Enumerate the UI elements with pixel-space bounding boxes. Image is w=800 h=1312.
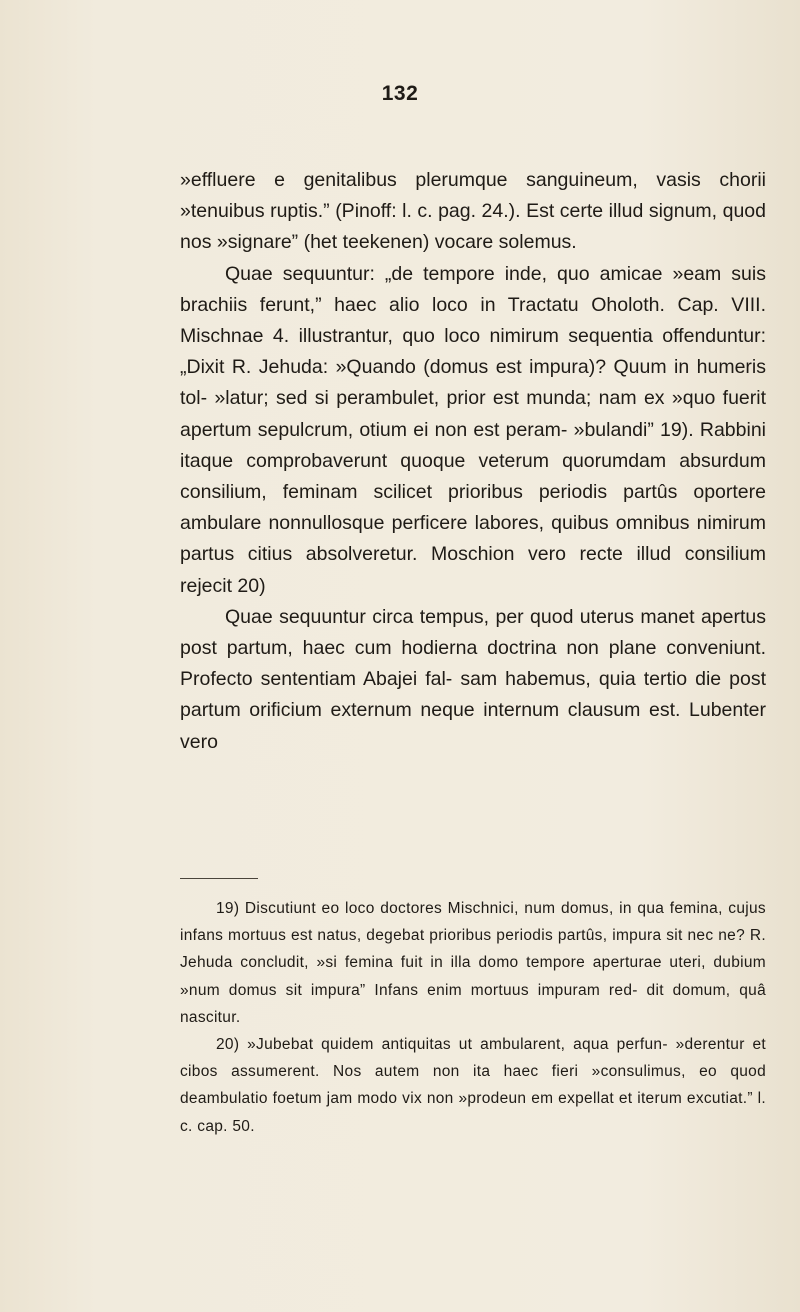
footnote-divider xyxy=(180,878,258,879)
footnote-20: 20) »Jubebat quidem antiquitas ut ambularent, aqua perfun- »derentur et cibos assumerent. Nos autem non ita haec fieri »consulimus, eo quod deambulatio foetum jam modo vix non »prodeun em expellat et iterum excutiat.” l. c. cap. 50. xyxy=(180,1036,766,1135)
paragraph-3: Quae sequuntur circa tempus, per quod uterus manet apertus post partum, haec cum hodierna doctrina non plane conveniunt. Profecto sententiam Abajei fal- sam habemus, quia tertio die post partum orificium externum neque internum clausum est. Lubenter vero xyxy=(180,605,766,753)
footnote-19: 19) Discutiunt eo loco doctores Mischnici, num domus, in qua femina, cujus infans mortuus est natus, degebat prioribus periodis partûs, impura sit nec ne? R. Jehuda concludit, »si femina fuit in illa domo tempore aperturae uteri, dubium »num domus sit impura” Infans enim mortuus impuram red- dit domum, quâ nascitur. xyxy=(180,900,766,1026)
footnotes xyxy=(180,895,766,1140)
paragraph-1: »effluere e genitalibus plerumque sanguineum, vasis chorii »tenuibus ruptis.” (Pinoff: l. c. pag. 24.). Est certe illud signum, quod nos »signare” (het teekenen) vocare solemus. xyxy=(180,169,766,254)
paragraph-2: Quae sequuntur: „de tempore inde, quo amicae »eam suis brachiis ferunt,” haec alio loco in Tractatu Oholoth. Cap. VIII. Mischnae 4. illustrantur, quo loco nimirum sequentia offenduntur: „Dixit R. Jehuda: »Quando (domus est impura)? Quum in humeris tol- »latur; sed si perambulet, prior est munda; nam ex »quo fuerit apertum sepulcrum, otium ei non est peram- »bulandi” 19). Rabbini itaque comprobaverunt quoque veterum quorumdam absurdum consilium, feminam scilicet prioribus periodis partûs oportere ambulare nonnullosque perficere labores, quibus omnibus nimirum partus citius absolveretur. Moschion vero recte illud consilium rejecit 20) xyxy=(180,262,766,597)
main-text xyxy=(180,165,766,758)
page-number: 132 xyxy=(381,82,419,105)
